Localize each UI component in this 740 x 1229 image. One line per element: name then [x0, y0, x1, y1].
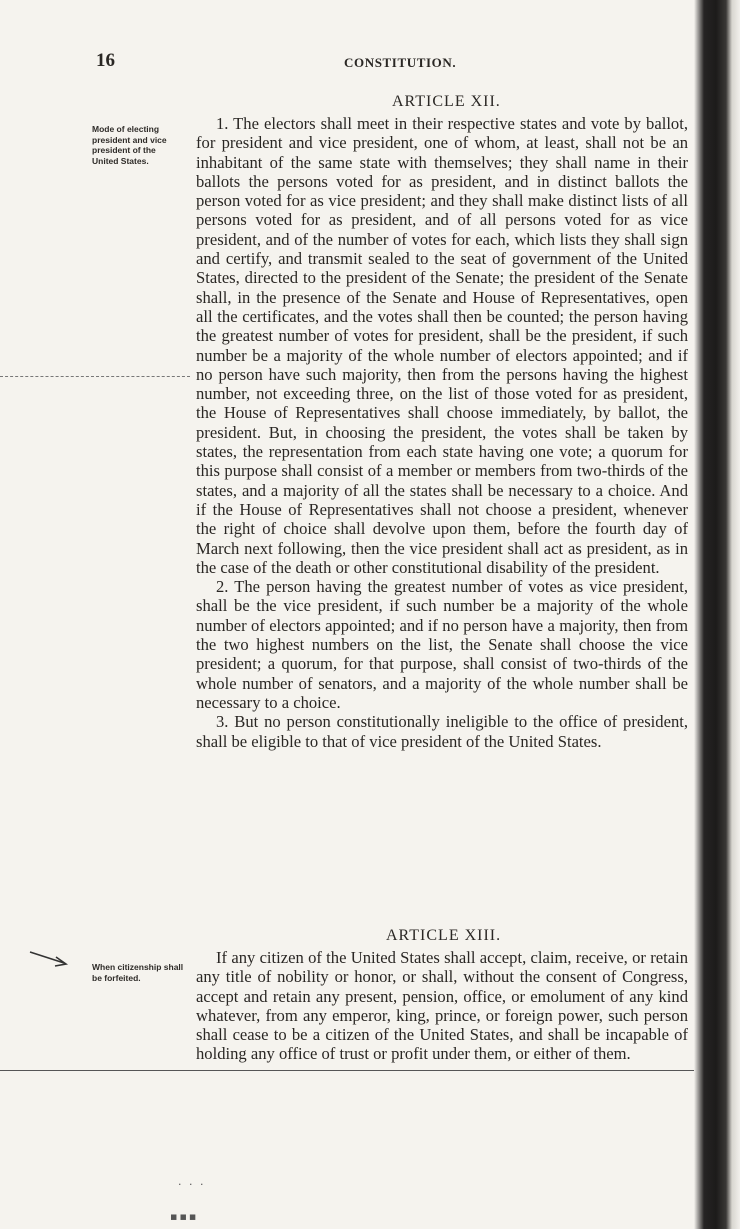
pointer-arrow-icon: [28, 948, 72, 970]
page-number: 16: [96, 50, 115, 71]
binding-edge: [694, 0, 740, 1229]
running-head: CONSTITUTION.: [344, 55, 457, 70]
article-xiii-body: [196, 948, 688, 1108]
ink-smudge: ▪▪▪: [170, 1210, 199, 1223]
sidenote-electing-president: Mode of electing president and vice president of the United States.: [92, 124, 167, 166]
article-xii-body: [196, 114, 688, 926]
article-xiii-section: If any citizen of the United States shall accept, claim, receive, or retain any title of nobility or honor, or shall, without the consent of Congress, accept and retain any present, pension, office, or emolument of any kind whatever, from any emperor, king, prince, or foreign power, such person shall cease to be a citizen of the United States, and shall be incapable of holding any office of trust or profit under them, or either of them.: [196, 948, 688, 1064]
article-xii-section-2: 2. The person having the greatest number of votes as vice president, shall be the vice president, if such number be a majority of the whole number of electors appointed; and if no person have a majority, then from the two highest numbers on the list, the Senate shall choose the vice president; a quorum, for that purpose, shall consist of two-thirds of the whole number of senators, and a majority of the whole number shall be necessary to a choice.: [196, 577, 688, 712]
ink-smudge: · · ·: [178, 1178, 206, 1191]
article-xii-heading: ARTICLE XII.: [392, 93, 501, 110]
article-xii-section-1: 1. The electors shall meet in their respective states and vote by ballot, for president and vice president, one of whom, at least, shall not be an inhabitant of the same state with themselves; they shall name in their ballots the persons voted for as president, and in distinct ballots the person voted for as vice president; and they shall make distinct lists of all persons voted for as president, and of all persons voted for as vice president, and of the number of votes for each, which lists they shall sign and certify, and transmit sealed to the seat of government of the United States, directed to the president of the Senate; the president of the Senate shall, in the presence of the Senate and House of Representatives, open all the certificates, and the votes shall then be counted; the person having the greatest number of votes for president, shall be the president, if such number be a majority of the whole number of electors appointed; and if no person have such majority, then from the persons having the highest number, not exceeding three, on the list of those voted for as president, the House of Representatives shall choose immediately, by ballot, the president. But, in choosing the president, the votes shall be taken by states, the representation from each state having one vote; a quorum for this purpose shall consist of a member or members from two-thirds of the states, and a majority of all the states shall be necessary to a choice. And if the House of Representatives shall not choose a president, whenever the right of choice shall devolve upon them, before the fourth day of March next following, then the vice president shall act as president, as in the case of the death or other constitutional disability of the president.: [196, 114, 688, 577]
article-xiii-heading: ARTICLE XIII.: [386, 927, 502, 944]
fold-line: [0, 1070, 694, 1071]
article-xii-section-3: 3. But no person constitutionally ineligible to the office of president, shall be eligible to that of vice president of the United States.: [196, 712, 688, 751]
scan-artifact-line: [0, 376, 190, 377]
sidenote-citizenship-forfeited: When citizenship shall be forfeited.: [92, 962, 184, 983]
